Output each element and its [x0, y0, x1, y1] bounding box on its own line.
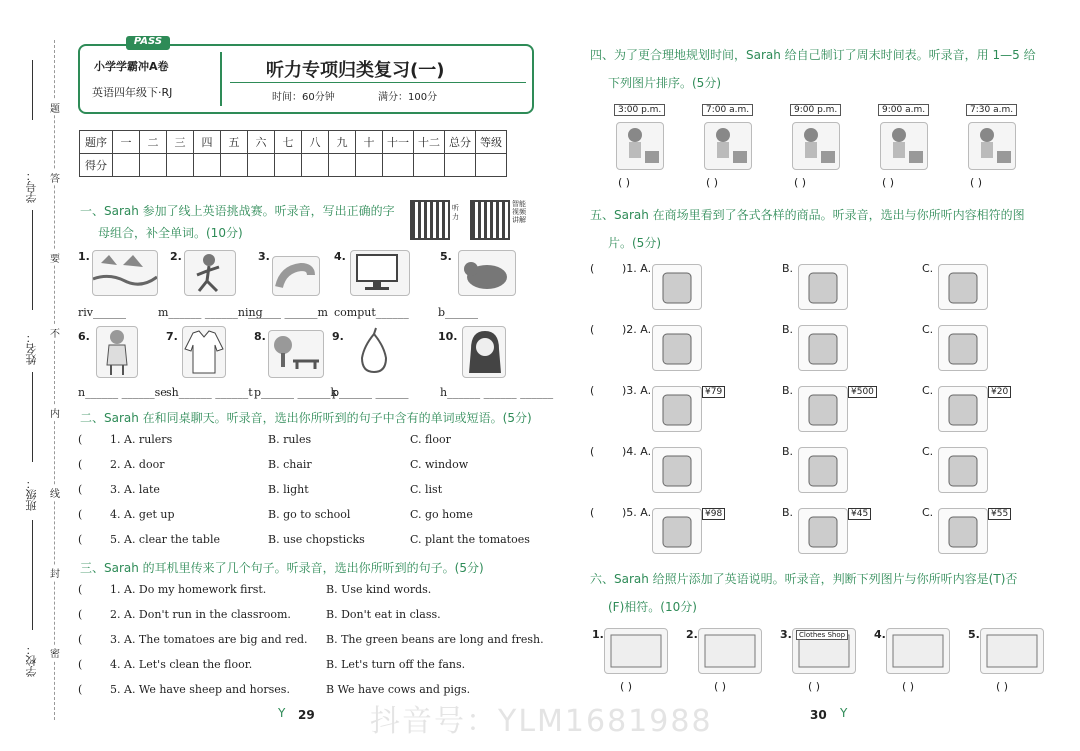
option-b[interactable]: B We have cows and pigs. — [326, 683, 471, 696]
seal-char: 要 — [50, 250, 60, 265]
score-header-cell: 十一 — [383, 131, 414, 154]
option-b[interactable]: B. Don't eat in class. — [326, 608, 441, 621]
option-letter: C. — [922, 445, 934, 458]
score-header-cell: 三 — [167, 131, 194, 154]
option-c[interactable]: C. floor — [410, 433, 451, 446]
seal-dashed-line — [54, 40, 55, 720]
qr-caption: 听力 — [452, 204, 459, 221]
answer-paren[interactable]: ( ) — [808, 680, 821, 693]
page-number-right: 30 — [810, 708, 827, 722]
seal-char: 封 — [50, 565, 60, 580]
shorts-icon[interactable] — [938, 264, 988, 310]
seal-char: 线 — [50, 485, 60, 500]
answer-paren[interactable]: ( — [78, 508, 83, 521]
going-to-bed-icon — [792, 122, 840, 170]
score-row-label: 得分 — [80, 154, 113, 177]
seal-char: 不 — [50, 325, 60, 340]
item-number: 2. — [686, 628, 698, 641]
option-a[interactable]: A. Do my homework first. — [124, 583, 267, 596]
y-mark: Y — [840, 706, 848, 720]
question-number: 2. — [110, 608, 121, 621]
river-icon — [92, 250, 158, 296]
question-number: 3. — [110, 633, 121, 646]
item-number: 9. — [332, 330, 344, 343]
answer-paren[interactable]: ( ) — [996, 680, 1009, 693]
section5-title: 五、Sarah 在商场里看到了各式各样的商品。听录音，选出与你所听内容相符的图 — [590, 208, 1025, 222]
score-header-cell: 二 — [140, 131, 167, 154]
watermark: 抖音号：YLM1681988 — [370, 704, 713, 739]
item-number: 10. — [438, 330, 458, 343]
seal-char: 内 — [50, 405, 60, 420]
answer-paren[interactable]: ( — [78, 683, 83, 696]
answer-paren[interactable]: ( — [78, 583, 83, 596]
item-number: 6. — [78, 330, 90, 343]
tractor-icon[interactable] — [938, 325, 988, 371]
doing-homework-icon — [880, 122, 928, 170]
coat-icon[interactable] — [938, 447, 988, 493]
clock-icon — [698, 628, 762, 674]
score-input-cell[interactable] — [248, 154, 275, 177]
question-number: 4. — [110, 658, 121, 671]
option-letter: B. — [782, 262, 794, 275]
option-letter: C. — [922, 262, 934, 275]
price-tag: ¥500 — [848, 386, 877, 398]
shorts-icon[interactable] — [798, 508, 848, 554]
answer-paren[interactable]: ( ) — [714, 680, 727, 693]
question-number: )1. A. — [622, 262, 652, 275]
option-a[interactable]: A. The tomatoes are big and red. — [124, 633, 308, 646]
time-label: 9:00 a.m. — [878, 104, 929, 116]
price-tag: ¥45 — [848, 508, 871, 520]
option-b[interactable]: B. The green beans are long and fresh. — [326, 633, 544, 646]
score-header-cell: 九 — [329, 131, 356, 154]
score-input-cell[interactable] — [221, 154, 248, 177]
score-header-cell: 一 — [113, 131, 140, 154]
question-number: 2. — [110, 458, 121, 471]
option-letter: B. — [782, 445, 794, 458]
section4-title-cont: 下列图片排序。(5分) — [608, 76, 721, 90]
arm-icon — [272, 256, 320, 296]
option-c[interactable]: C. window — [410, 458, 469, 471]
score-table — [79, 130, 507, 177]
score-input-cell[interactable] — [329, 154, 356, 177]
qr-code-icon[interactable] — [410, 200, 450, 240]
score-header-cell: 题序 — [80, 131, 113, 154]
time-label: 3:00 p.m. — [614, 104, 665, 116]
item-number: 2. — [170, 250, 182, 263]
option-b[interactable]: B. chair — [268, 458, 312, 471]
word-blank[interactable]: p______ ______k — [254, 386, 338, 399]
tomatoes-icon — [980, 628, 1044, 674]
score-header-cell: 六 — [248, 131, 275, 154]
item-number: 4. — [874, 628, 886, 641]
question-number: 3. — [110, 483, 121, 496]
item-number: 5. — [440, 250, 452, 263]
seal-char: 密 — [50, 645, 60, 660]
answer-paren[interactable]: ( — [590, 384, 595, 397]
answer-paren[interactable]: ( — [590, 506, 595, 519]
word-blank[interactable]: sh______ ______t — [166, 386, 253, 399]
answer-paren[interactable]: ( — [590, 445, 595, 458]
title-rule — [230, 82, 526, 83]
item-number: 7. — [166, 330, 178, 343]
question-number: 4. — [110, 508, 121, 521]
exam-full-score: 满分：100分 — [378, 92, 438, 103]
exam-time: 时间：60分钟 — [272, 92, 335, 103]
time-label: 7:30 a.m. — [966, 104, 1017, 116]
series-name: 小学学霸冲A卷 — [94, 60, 169, 73]
option-b[interactable]: B. use chopsticks — [268, 533, 365, 546]
answer-paren[interactable]: ( ) — [618, 176, 631, 189]
price-tag: ¥79 — [702, 386, 725, 398]
y-mark: Y — [278, 706, 286, 720]
score-header-cell: 五 — [221, 131, 248, 154]
price-tag: ¥20 — [988, 386, 1011, 398]
score-input-cell[interactable] — [356, 154, 383, 177]
score-input-cell[interactable] — [383, 154, 414, 177]
question-number: )5. A. — [622, 506, 652, 519]
option-b[interactable]: B. rules — [268, 433, 312, 446]
word-blank[interactable]: h______ ______ ______ — [440, 386, 554, 399]
skirt-icon[interactable] — [652, 264, 702, 310]
score-input-cell[interactable] — [476, 154, 507, 177]
word-blank[interactable]: m______ ______ning — [158, 306, 263, 319]
ship-icon[interactable] — [798, 325, 848, 371]
seal-char: 答 — [50, 170, 60, 185]
section5-title-cont: 片。(5分) — [608, 236, 661, 250]
edition-name: 英语四年级下·RJ — [92, 86, 173, 99]
item-number: 3. — [780, 628, 792, 641]
nurse-icon — [96, 326, 138, 378]
score-header-cell: 总分 — [445, 131, 476, 154]
answer-paren[interactable]: ( ) — [902, 680, 915, 693]
item-number: 3. — [258, 250, 270, 263]
option-letter: C. — [922, 506, 934, 519]
hens-icon — [886, 628, 950, 674]
option-letter: C. — [922, 384, 934, 397]
cap-icon[interactable] — [652, 325, 702, 371]
option-b[interactable]: B. Use kind words. — [326, 583, 432, 596]
item-number: 8. — [254, 330, 266, 343]
seal-char: 题 — [50, 100, 60, 115]
girl-hair-icon — [462, 326, 506, 378]
question-number: )3. A. — [622, 384, 652, 397]
word-blank[interactable]: ______ ______m — [248, 306, 328, 319]
section6-title-cont: (F)相符。(10分) — [608, 600, 697, 614]
option-letter: B. — [782, 506, 794, 519]
pear-icon — [352, 326, 396, 376]
computer-icon — [350, 250, 410, 296]
answer-paren[interactable]: ( — [78, 483, 83, 496]
option-letter: B. — [782, 384, 794, 397]
word-blank[interactable]: p______ ______ — [332, 386, 409, 399]
score-header-cell: 四 — [194, 131, 221, 154]
tshirt-icon[interactable] — [938, 386, 988, 432]
sunglasses-icon[interactable] — [652, 447, 702, 493]
time-label: 9:00 p.m. — [790, 104, 841, 116]
tshirt-icon[interactable] — [938, 508, 988, 554]
shoes-icon[interactable] — [798, 386, 848, 432]
score-header-cell: 七 — [275, 131, 302, 154]
word-blank[interactable]: n______ ______se — [78, 386, 167, 399]
score-input-cell[interactable] — [167, 154, 194, 177]
option-letter: B. — [782, 323, 794, 336]
margin-rule — [32, 372, 33, 462]
score-header-cell: 十 — [356, 131, 383, 154]
option-a[interactable]: A. Don't run in the classroom. — [124, 608, 291, 621]
word-blank[interactable]: riv______ — [78, 306, 126, 319]
answer-paren[interactable]: ( — [78, 633, 83, 646]
question-number: 5. — [110, 533, 121, 546]
dress-icon[interactable] — [652, 508, 702, 554]
getting-up-icon — [704, 122, 752, 170]
option-a[interactable]: A. Let's clean the floor. — [124, 658, 253, 671]
student-id-label: 学号： — [25, 170, 38, 203]
shop-sign: Clothes Shop — [796, 630, 848, 640]
question-number: )2. A. — [622, 323, 652, 336]
pass-logo: PASS — [126, 36, 170, 50]
exam-title: 听力专项归类复习(一) — [266, 60, 445, 81]
running-boy-icon — [184, 250, 236, 296]
score-input-cell[interactable] — [445, 154, 476, 177]
score-input-cell[interactable] — [302, 154, 329, 177]
eating-breakfast-icon — [968, 122, 1016, 170]
section6-title: 六、Sarah 给照片添加了英语说明。听录音，判断下列图片与你所听内容是(T)否 — [590, 572, 1018, 586]
question-number: )4. A. — [622, 445, 652, 458]
school-label: 学校： — [25, 644, 38, 677]
class-label: 班级： — [25, 478, 38, 511]
section1-title: 一、Sarah 参加了线上英语挑战赛。听录音，写出正确的字 — [80, 204, 395, 218]
answer-paren[interactable]: ( — [590, 323, 595, 336]
item-number: 5. — [968, 628, 980, 641]
skirt-icon[interactable] — [798, 447, 848, 493]
header-divider — [220, 52, 222, 106]
item-number: 1. — [78, 250, 90, 263]
price-tag: ¥55 — [988, 508, 1011, 520]
qr-caption: 智能视频讲解 — [512, 200, 526, 224]
margin-rule — [32, 520, 33, 630]
option-a[interactable]: A. late — [124, 483, 160, 496]
option-a[interactable]: A. rulers — [124, 433, 173, 446]
option-a[interactable]: A. get up — [124, 508, 175, 521]
score-input-cell[interactable] — [194, 154, 221, 177]
score-input-cell[interactable] — [140, 154, 167, 177]
price-tag: ¥98 — [702, 508, 725, 520]
answer-paren[interactable]: ( ) — [970, 176, 983, 189]
answer-paren[interactable]: ( — [590, 262, 595, 275]
bear-icon — [458, 250, 516, 296]
option-c[interactable]: C. list — [410, 483, 443, 496]
answer-paren[interactable]: ( ) — [620, 680, 633, 693]
item-number: 4. — [334, 250, 346, 263]
clothes-shop-people-icon — [604, 628, 668, 674]
question-number: 1. — [110, 583, 121, 596]
option-a[interactable]: A. door — [124, 458, 165, 471]
score-input-cell[interactable] — [275, 154, 302, 177]
answer-paren[interactable]: ( — [78, 458, 83, 471]
question-number: 1. — [110, 433, 121, 446]
shirt-icon — [182, 326, 226, 378]
park-icon — [268, 330, 324, 378]
option-b[interactable]: B. light — [268, 483, 309, 496]
score-header-cell: 八 — [302, 131, 329, 154]
word-blank[interactable]: b______ — [438, 306, 479, 319]
question-number: 5. — [110, 683, 121, 696]
item-number: 1. — [592, 628, 604, 641]
answer-paren[interactable]: ( — [78, 608, 83, 621]
score-input-cell[interactable] — [414, 154, 445, 177]
name-label: 姓名： — [25, 332, 38, 365]
margin-rule — [32, 60, 33, 120]
section3-title: 三、Sarah 的耳机里传来了几个句子。听录音，选出你所听到的句子。(5分) — [80, 561, 484, 575]
option-a[interactable]: A. clear the table — [124, 533, 220, 546]
option-b[interactable]: B. Let's turn off the fans. — [326, 658, 466, 671]
word-blank[interactable]: comput______ — [334, 306, 409, 319]
watering-flowers-icon — [616, 122, 664, 170]
exam-header — [78, 36, 534, 114]
option-a[interactable]: A. We have sheep and horses. — [124, 683, 290, 696]
option-letter: C. — [922, 323, 934, 336]
margin-rule — [32, 210, 33, 310]
score-header-cell: 等级 — [476, 131, 507, 154]
option-b[interactable]: B. go to school — [268, 508, 351, 521]
answer-paren[interactable]: ( — [78, 433, 83, 446]
qr-code-icon[interactable] — [470, 200, 510, 240]
option-c[interactable]: C. plant the tomatoes — [410, 533, 530, 546]
dress-icon[interactable] — [652, 386, 702, 432]
section4-title: 四、为了更合理地规划时间，Sarah 给自己制订了周末时间表。听录音，用 1—5 给 — [590, 48, 1036, 62]
answer-paren[interactable]: ( ) — [706, 176, 719, 189]
time-label: 7:00 a.m. — [702, 104, 753, 116]
score-input-cell[interactable] — [113, 154, 140, 177]
section1-title-cont: 母组合，补全单词。(10分) — [98, 226, 243, 240]
score-header-cell: 十二 — [414, 131, 445, 154]
section2-title: 二、Sarah 在和同桌聊天。听录音，选出你所听到的句子中含有的单词或短语。(5分) — [80, 411, 532, 425]
option-c[interactable]: C. go home — [410, 508, 473, 521]
answer-paren[interactable]: ( ) — [882, 176, 895, 189]
page-number-left: 29 — [298, 708, 315, 722]
answer-paren[interactable]: ( ) — [794, 176, 807, 189]
gloves-icon[interactable] — [798, 264, 848, 310]
answer-paren[interactable]: ( — [78, 533, 83, 546]
answer-paren[interactable]: ( — [78, 658, 83, 671]
